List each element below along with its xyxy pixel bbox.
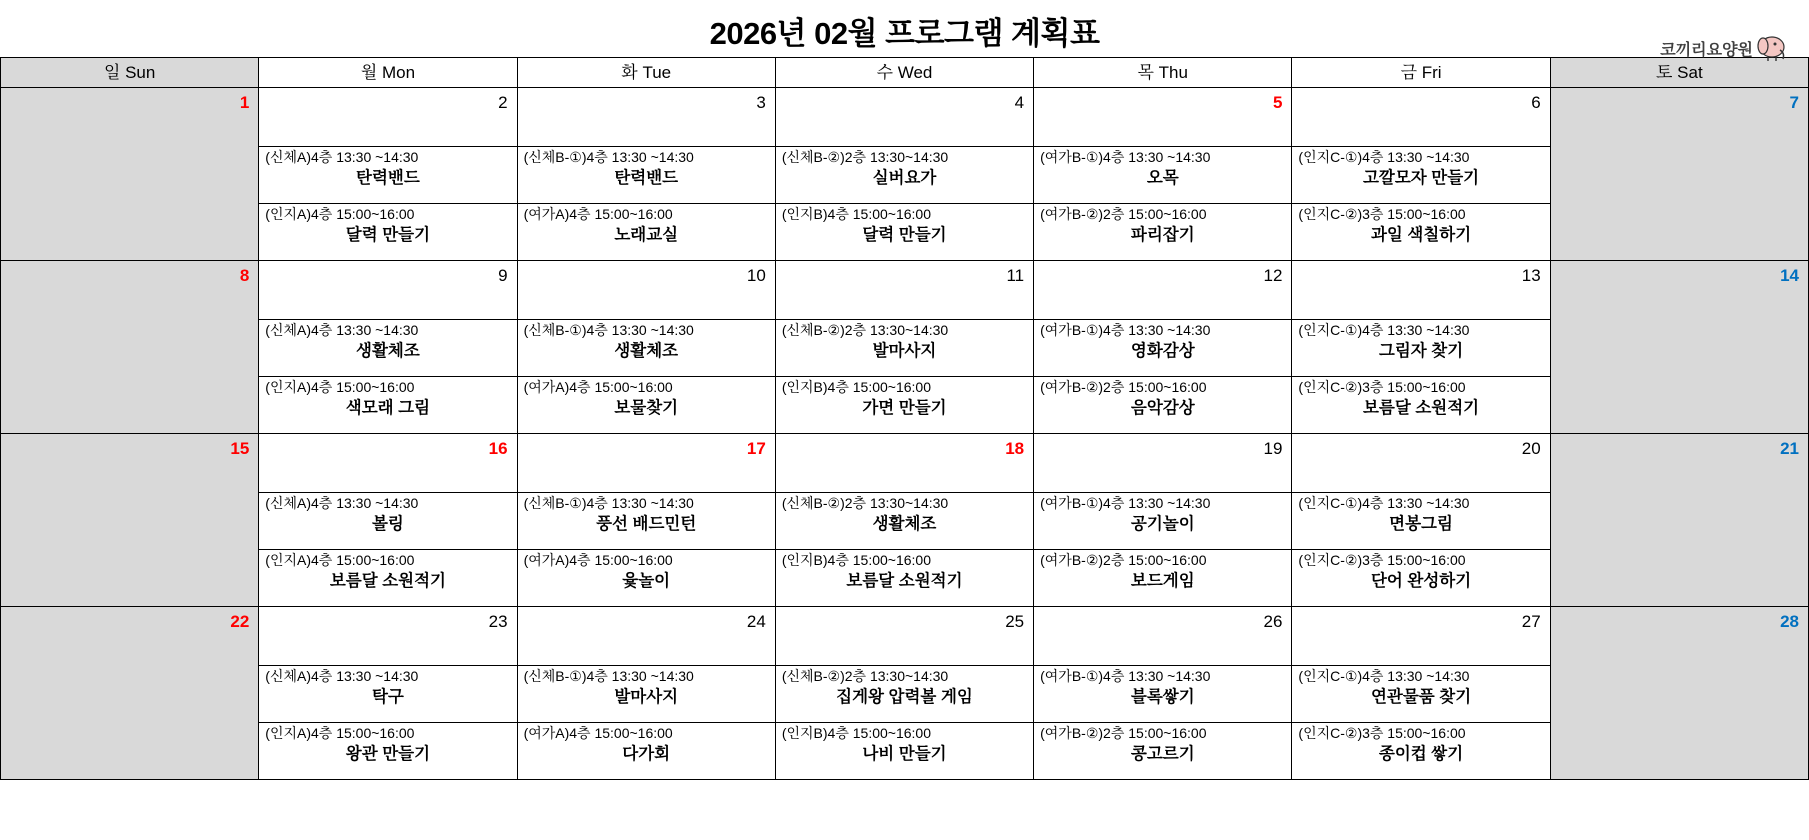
calendar-day-cell[interactable] [775,607,1033,780]
program-event[interactable] [1034,665,1291,722]
program-event[interactable] [259,203,516,260]
program-event-name: 단어 완성하기 [1370,571,1472,590]
calendar-day-cell[interactable] [517,434,775,607]
calendar-day-cell[interactable] [1292,434,1550,607]
day-number: 19 [1263,439,1283,458]
calendar-week-row [1,261,1809,434]
calendar-day-cell[interactable] [1,88,259,261]
day-number: 9 [498,266,508,285]
program-event[interactable] [518,319,775,376]
program-event-name: 생활체조 [614,341,679,360]
calendar-day-cell[interactable] [1034,607,1292,780]
program-event[interactable] [1034,722,1291,779]
calendar-day-cell[interactable] [1,607,259,780]
day-number: 12 [1263,266,1283,285]
program-event[interactable] [1034,319,1291,376]
program-event-meta: (신체B-①)4층 13:30 ~14:30 [523,322,694,338]
program-event[interactable] [259,549,516,606]
program-event[interactable] [1292,376,1549,433]
program-event-meta: (인지C-①)4층 13:30 ~14:30 [1298,668,1470,684]
program-event-meta: (인지C-①)4층 13:30 ~14:30 [1298,322,1470,338]
calendar-day-cell[interactable] [1034,88,1292,261]
day-number: 7 [1789,93,1799,112]
program-event[interactable] [518,203,775,260]
day-number: 1 [239,93,250,112]
program-event-name: 다가회 [622,744,671,763]
day-number: 21 [1780,439,1799,458]
weekday-header-mon: 월 Mon [259,58,517,88]
program-event-name: 보드게임 [1130,571,1195,590]
day-number: 3 [756,93,766,112]
day-number: 22 [230,612,250,631]
program-event[interactable] [776,549,1033,606]
calendar-day-cell[interactable] [1292,261,1550,434]
program-event-meta: (신체A)4층 13:30 ~14:30 [265,322,419,338]
program-event[interactable] [518,665,775,722]
program-event-meta: (신체B-②)2층 13:30~14:30 [781,149,949,165]
program-event[interactable] [776,376,1033,433]
program-event-meta: (인지C-①)4층 13:30 ~14:30 [1298,149,1470,165]
program-event[interactable] [776,319,1033,376]
weekday-header-row [1,58,1809,88]
weekday-header-sat: 토 Sat [1550,58,1808,88]
calendar-day-cell[interactable] [517,607,775,780]
program-event-name: 나비 만들기 [862,744,947,763]
program-event[interactable] [259,492,516,549]
program-event-name: 탄력밴드 [614,168,679,187]
program-event-name: 볼링 [371,514,404,533]
program-event[interactable] [1292,203,1549,260]
program-event-meta: (인지A)4층 15:00~16:00 [265,552,415,568]
day-number: 20 [1521,439,1541,458]
program-event-name: 영화감상 [1130,341,1195,360]
program-event-name: 그림자 찾기 [1378,341,1464,360]
program-event-name: 생활체조 [356,341,420,360]
brand-logo [1660,34,1791,62]
program-event-meta: (여가B-①)4층 13:30 ~14:30 [1040,322,1211,338]
program-event-meta: (신체A)4층 13:30 ~14:30 [265,149,419,165]
day-number: 8 [239,266,250,285]
program-event-meta: (여가B-②)2층 15:00~16:00 [1040,379,1207,395]
program-event[interactable] [259,665,516,722]
program-event[interactable] [518,549,775,606]
program-event-meta: (여가B-②)2층 15:00~16:00 [1040,725,1207,741]
program-event-meta: (여가B-①)4층 13:30 ~14:30 [1040,149,1211,165]
program-event-name: 윷놀이 [622,571,671,590]
day-number: 24 [746,612,766,631]
program-event-name: 달력 만들기 [862,225,947,244]
program-event[interactable] [1034,146,1291,203]
calendar-day-cell[interactable] [1,261,259,434]
program-event-meta: (인지A)4층 15:00~16:00 [265,725,415,741]
program-event-name: 생활체조 [872,514,937,533]
program-event[interactable] [259,722,516,779]
program-event[interactable] [776,203,1033,260]
program-event-meta: (인지B)4층 15:00~16:00 [781,379,931,395]
program-event[interactable] [1292,665,1549,722]
program-event-meta: (인지B)4층 15:00~16:00 [781,206,931,222]
day-number: 26 [1263,612,1283,631]
program-event[interactable] [518,376,775,433]
elephant-icon [1757,34,1791,62]
program-event[interactable] [518,146,775,203]
day-number: 15 [230,439,250,458]
program-event-name: 탁구 [371,687,404,706]
program-event-name: 탄력밴드 [356,168,420,187]
program-event-name: 오목 [1146,168,1179,187]
day-number: 14 [1780,266,1799,285]
program-event[interactable] [1292,492,1549,549]
day-number: 25 [1005,612,1025,631]
program-event[interactable] [259,319,516,376]
program-event[interactable] [1034,492,1291,549]
program-event-name: 집게왕 압력볼 게임 [836,687,973,706]
weekday-header-tue: 화 Tue [517,58,775,88]
calendar-day-cell[interactable] [259,434,517,607]
program-event-name: 실버요가 [872,168,937,187]
program-event-name: 발마사지 [614,687,679,706]
program-event[interactable] [776,722,1033,779]
day-number: 18 [1005,439,1025,458]
calendar-day-cell[interactable] [1550,88,1808,261]
program-event-name: 음악감상 [1130,398,1195,417]
program-event-meta: (인지C-①)4층 13:30 ~14:30 [1298,495,1470,511]
day-number: 5 [1272,93,1283,112]
program-event[interactable] [1292,319,1549,376]
program-event-meta: (인지B)4층 15:00~16:00 [781,552,931,568]
program-event-meta: (인지C-②)3층 15:00~16:00 [1298,379,1466,395]
program-event-meta: (신체B-①)4층 13:30 ~14:30 [523,149,694,165]
calendar-week-row [1,607,1809,780]
program-event-meta: (여가B-②)2층 15:00~16:00 [1040,206,1207,222]
program-event-meta: (여가A)4층 15:00~16:00 [523,379,673,395]
program-event-name: 가면 만들기 [862,398,947,417]
program-event-meta: (신체B-②)2층 13:30~14:30 [781,495,949,511]
calendar-day-cell[interactable] [259,261,517,434]
program-event-meta: (인지A)4층 15:00~16:00 [265,379,415,395]
calendar-day-cell[interactable] [1034,261,1292,434]
program-event-meta: (신체B-②)2층 13:30~14:30 [781,668,949,684]
program-event-meta: (여가A)4층 15:00~16:00 [523,552,673,568]
calendar-day-cell[interactable] [775,88,1033,261]
program-event-meta: (신체B-①)4층 13:30 ~14:30 [523,668,694,684]
program-event[interactable] [518,722,775,779]
day-number: 16 [488,439,508,458]
program-event[interactable] [1034,376,1291,433]
program-event[interactable] [1034,203,1291,260]
program-event-name: 종이컵 쌓기 [1378,744,1464,763]
day-number: 27 [1521,612,1541,631]
calendar-day-cell[interactable] [1292,88,1550,261]
program-event-name: 과일 색칠하기 [1370,225,1472,244]
program-event-meta: (여가A)4층 15:00~16:00 [523,725,673,741]
day-number: 13 [1521,266,1541,285]
program-event-meta: (여가B-①)4층 13:30 ~14:30 [1040,668,1211,684]
program-event-name: 보물찾기 [614,398,679,417]
day-number: 4 [1014,93,1025,112]
program-event-name: 콩고르기 [1130,744,1195,763]
calendar-week-row [1,434,1809,607]
calendar-day-cell[interactable] [775,434,1033,607]
weekday-header-thu: 목 Thu [1034,58,1292,88]
program-event-name: 고깔모자 만들기 [1362,168,1480,187]
calendar-day-cell[interactable] [1,434,259,607]
day-number: 23 [488,612,508,631]
program-event[interactable] [1292,146,1549,203]
calendar-day-cell[interactable] [259,88,517,261]
page-title: 2026년 02월 프로그램 계획표 [709,16,1100,51]
program-event-meta: (여가A)4층 15:00~16:00 [523,206,673,222]
program-event-meta: (인지C-②)3층 15:00~16:00 [1298,725,1466,741]
calendar-day-cell[interactable] [1550,607,1808,780]
program-event[interactable] [259,146,516,203]
program-event-meta: (인지B)4층 15:00~16:00 [781,725,931,741]
program-event[interactable] [518,492,775,549]
calendar-day-cell[interactable] [1550,261,1808,434]
program-event-name: 발마사지 [872,341,937,360]
program-event[interactable] [776,492,1033,549]
day-number: 17 [746,439,766,458]
program-event-name: 블록쌓기 [1130,687,1195,706]
program-event-name: 왕관 만들기 [345,744,431,763]
program-event[interactable] [1292,549,1549,606]
program-event-name: 면봉그림 [1389,514,1453,533]
weekday-header-fri: 금 Fri [1292,58,1550,88]
program-event-name: 색모래 그림 [345,398,431,417]
calendar-day-cell[interactable] [517,261,775,434]
program-event-name: 파리잡기 [1130,225,1195,244]
program-event-meta: (신체A)4층 13:30 ~14:30 [265,668,419,684]
day-number: 28 [1780,612,1799,631]
weekday-header-wed: 수 Wed [775,58,1033,88]
day-number: 2 [498,93,508,112]
program-event-name: 풍선 배드민턴 [596,514,697,533]
program-event-name: 보름달 소원적기 [1362,398,1480,417]
program-event[interactable] [1034,549,1291,606]
brand-name: 코끼리요양원 [1660,41,1753,59]
weekday-header-sun: 일 Sun [1,58,259,88]
program-event[interactable] [776,146,1033,203]
calendar-week-row [1,88,1809,261]
program-event-meta: (인지C-②)3층 15:00~16:00 [1298,206,1466,222]
program-event-name: 보름달 소원적기 [329,571,446,590]
program-event-meta: (인지C-②)3층 15:00~16:00 [1298,552,1466,568]
calendar-day-cell[interactable] [1292,607,1550,780]
calendar-day-cell[interactable] [517,88,775,261]
calendar-day-cell[interactable] [1550,434,1808,607]
calendar-day-cell[interactable] [1034,434,1292,607]
program-event-meta: (여가B-①)4층 13:30 ~14:30 [1040,495,1211,511]
program-calendar-table [0,57,1809,780]
program-event-meta: (인지A)4층 15:00~16:00 [265,206,415,222]
program-event[interactable] [1292,722,1549,779]
program-event-name: 달력 만들기 [345,225,431,244]
program-event-name: 공기놀이 [1130,514,1195,533]
program-event-name: 보름달 소원적기 [846,571,963,590]
day-number: 10 [746,266,766,285]
program-event-name: 연관물품 찾기 [1370,687,1472,706]
program-event-meta: (신체B-①)4층 13:30 ~14:30 [523,495,694,511]
day-number: 11 [1006,266,1025,285]
program-event-meta: (신체B-②)2층 13:30~14:30 [781,322,949,338]
day-number: 6 [1531,93,1541,112]
program-event-name: 노래교실 [614,225,679,244]
program-event[interactable] [259,376,516,433]
program-event[interactable] [776,665,1033,722]
program-event-meta: (여가B-②)2층 15:00~16:00 [1040,552,1207,568]
calendar-day-cell[interactable] [775,261,1033,434]
calendar-day-cell[interactable] [259,607,517,780]
program-event-meta: (신체A)4층 13:30 ~14:30 [265,495,419,511]
